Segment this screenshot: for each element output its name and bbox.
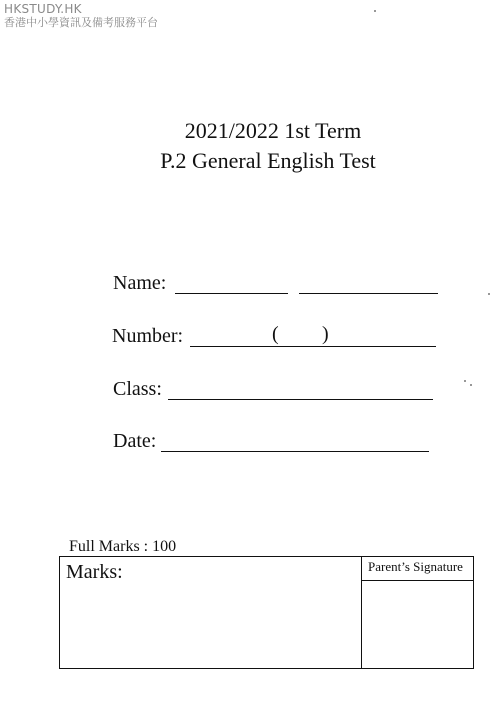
scan-speck <box>374 10 376 12</box>
number-label <box>112 325 183 348</box>
class-number-paren-open: ( <box>272 323 279 345</box>
watermark <box>4 2 158 30</box>
name-blank-line <box>175 293 288 294</box>
name-label-text: Name: <box>113 272 167 294</box>
full-marks-text: Full Marks : 100 <box>69 538 177 555</box>
watermark-site: HKSTUDY.HK <box>4 2 82 16</box>
number-label-text: Number: <box>112 325 184 347</box>
name-label <box>113 272 166 295</box>
watermark-tagline: 香港中小學資訊及備考服務平台 <box>4 16 158 29</box>
date-blank-line <box>161 451 429 452</box>
marks-table <box>59 556 474 669</box>
test-title: P.2 General English Test <box>160 148 376 173</box>
class-label-text: Class: <box>113 378 162 400</box>
scan-speck <box>470 384 472 386</box>
term-heading: 2021/2022 1st Term <box>184 118 362 143</box>
parent-signature-label: Parent’s Signature <box>368 559 463 574</box>
class-label <box>113 378 162 401</box>
marks-label: Marks: <box>66 561 123 583</box>
class-blank-line <box>168 399 433 400</box>
scan-speck <box>464 380 466 382</box>
name-blank-line-2 <box>299 293 438 294</box>
date-label <box>113 430 156 453</box>
signature-header-divider <box>361 580 474 581</box>
scan-speck <box>488 293 490 295</box>
date-label-text: Date: <box>113 430 157 452</box>
marks-column-divider <box>361 557 362 668</box>
number-blank-line <box>190 346 436 347</box>
class-number-paren-close: ) <box>322 323 329 345</box>
